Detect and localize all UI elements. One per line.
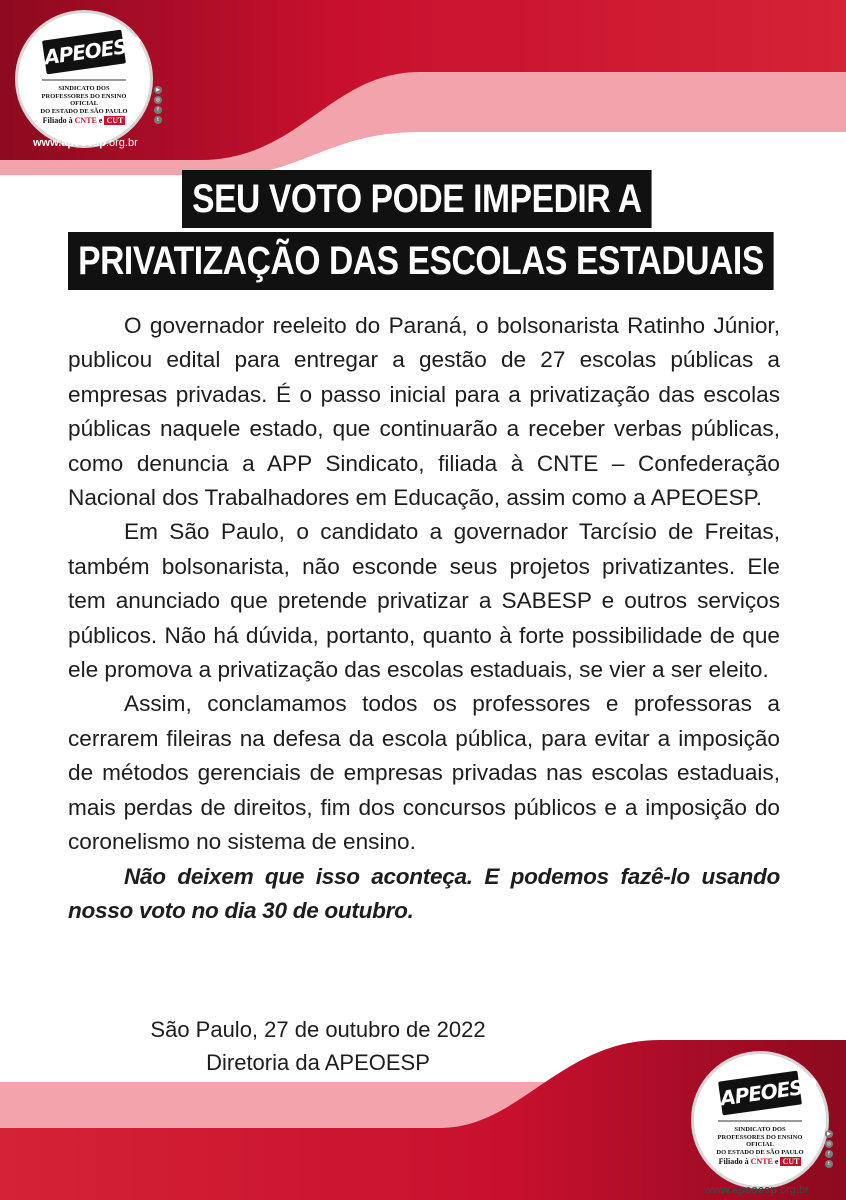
signature <box>98 1013 538 1079</box>
apeoesp-logo-bottom <box>694 1054 826 1186</box>
signature-date: São Paulo, 27 de outubro de 2022 <box>150 1017 486 1042</box>
website-link-top[interactable]: www.apeoesp.org.br <box>33 137 138 149</box>
headline-line-1: SEU VOTO PODE IMPEDIR A <box>182 170 652 228</box>
logo-wordmark: APEOESP <box>42 30 126 75</box>
website-link-bottom[interactable]: www.apeoesp.org.br <box>704 1184 809 1196</box>
instagram-icon[interactable]: ◎ <box>155 97 161 103</box>
social-icons-top <box>154 86 162 124</box>
logo-filiado: Filiado à CNTE e CUT <box>42 116 124 125</box>
headline-line-2: PRIVATIZAÇÃO DAS ESCOLAS ESTADUAIS <box>68 232 774 290</box>
youtube-icon[interactable]: ▶ <box>154 86 162 94</box>
twitter-icon[interactable]: t <box>154 116 162 124</box>
paragraph-3: Assim, conclamamos todos os professores e professoras a cerrarem fileiras na defesa da escola pública, para evitar a imposição de métodos gerenciais de empresas privadas nas escolas estaduais, mais perdas de direitos, fim dos concursos públicos e a imposição do coronelismo no sistema de ensino. <box>68 691 780 855</box>
facebook-icon[interactable]: f <box>825 1150 833 1158</box>
signature-author: Diretoria da APEOESP <box>206 1050 430 1075</box>
logo-filiado: Filiado à CNTE e CUT <box>718 1157 800 1166</box>
facebook-icon[interactable]: f <box>154 106 162 114</box>
instagram-icon[interactable]: ◎ <box>826 1141 832 1147</box>
logo-org-name: SINDICATO DOS PROFESSORES DO ENSINO OFICIAL DO ESTADO DE SÃO PAULO Filiado à CNTE e CUT <box>704 1126 816 1166</box>
social-icons-bottom <box>825 1130 833 1168</box>
youtube-icon[interactable]: ▶ <box>825 1130 833 1138</box>
logo-wordmark: APEOESP <box>718 1071 802 1116</box>
logo-rule <box>718 1120 802 1122</box>
call-to-action: Não deixem que isso aconteça. E podemos fazê-lo usando nosso voto no dia 30 de outubro. <box>68 863 780 923</box>
apeoesp-logo-top <box>18 13 150 145</box>
logo-rule <box>42 79 126 81</box>
paragraph-1: O governador reeleito do Paraná, o bolsonarista Ratinho Júnior, publicou edital para entregar a gestão de 27 escolas públicas a empresas privadas. É o passo inicial para a privatização das escolas públicas naquele estado, que continuarão a receber verbas públicas, como denuncia a APP Sindicato, filiada à CNTE – Confederação Nacional dos Trabalhadores em Educação, assim como a APEOESP. <box>68 313 780 511</box>
article-body <box>68 309 780 928</box>
logo-org-name: SINDICATO DOS PROFESSORES DO ENSINO OFICIAL DO ESTADO DE SÃO PAULO Filiado à CNTE e CUT <box>28 85 140 125</box>
twitter-icon[interactable]: t <box>825 1160 833 1168</box>
paragraph-2: Em São Paulo, o candidato a governador Tarcísio de Freitas, também bolsonarista, não esconde seus projetos privatizantes. Ele tem anunciado que pretende privatizar a SABESP e outros serviços públicos. Não há dúvida, portanto, quanto à forte possibilidade de que ele promova a privatização das escolas estaduais, se vier a ser eleito. <box>68 519 780 683</box>
